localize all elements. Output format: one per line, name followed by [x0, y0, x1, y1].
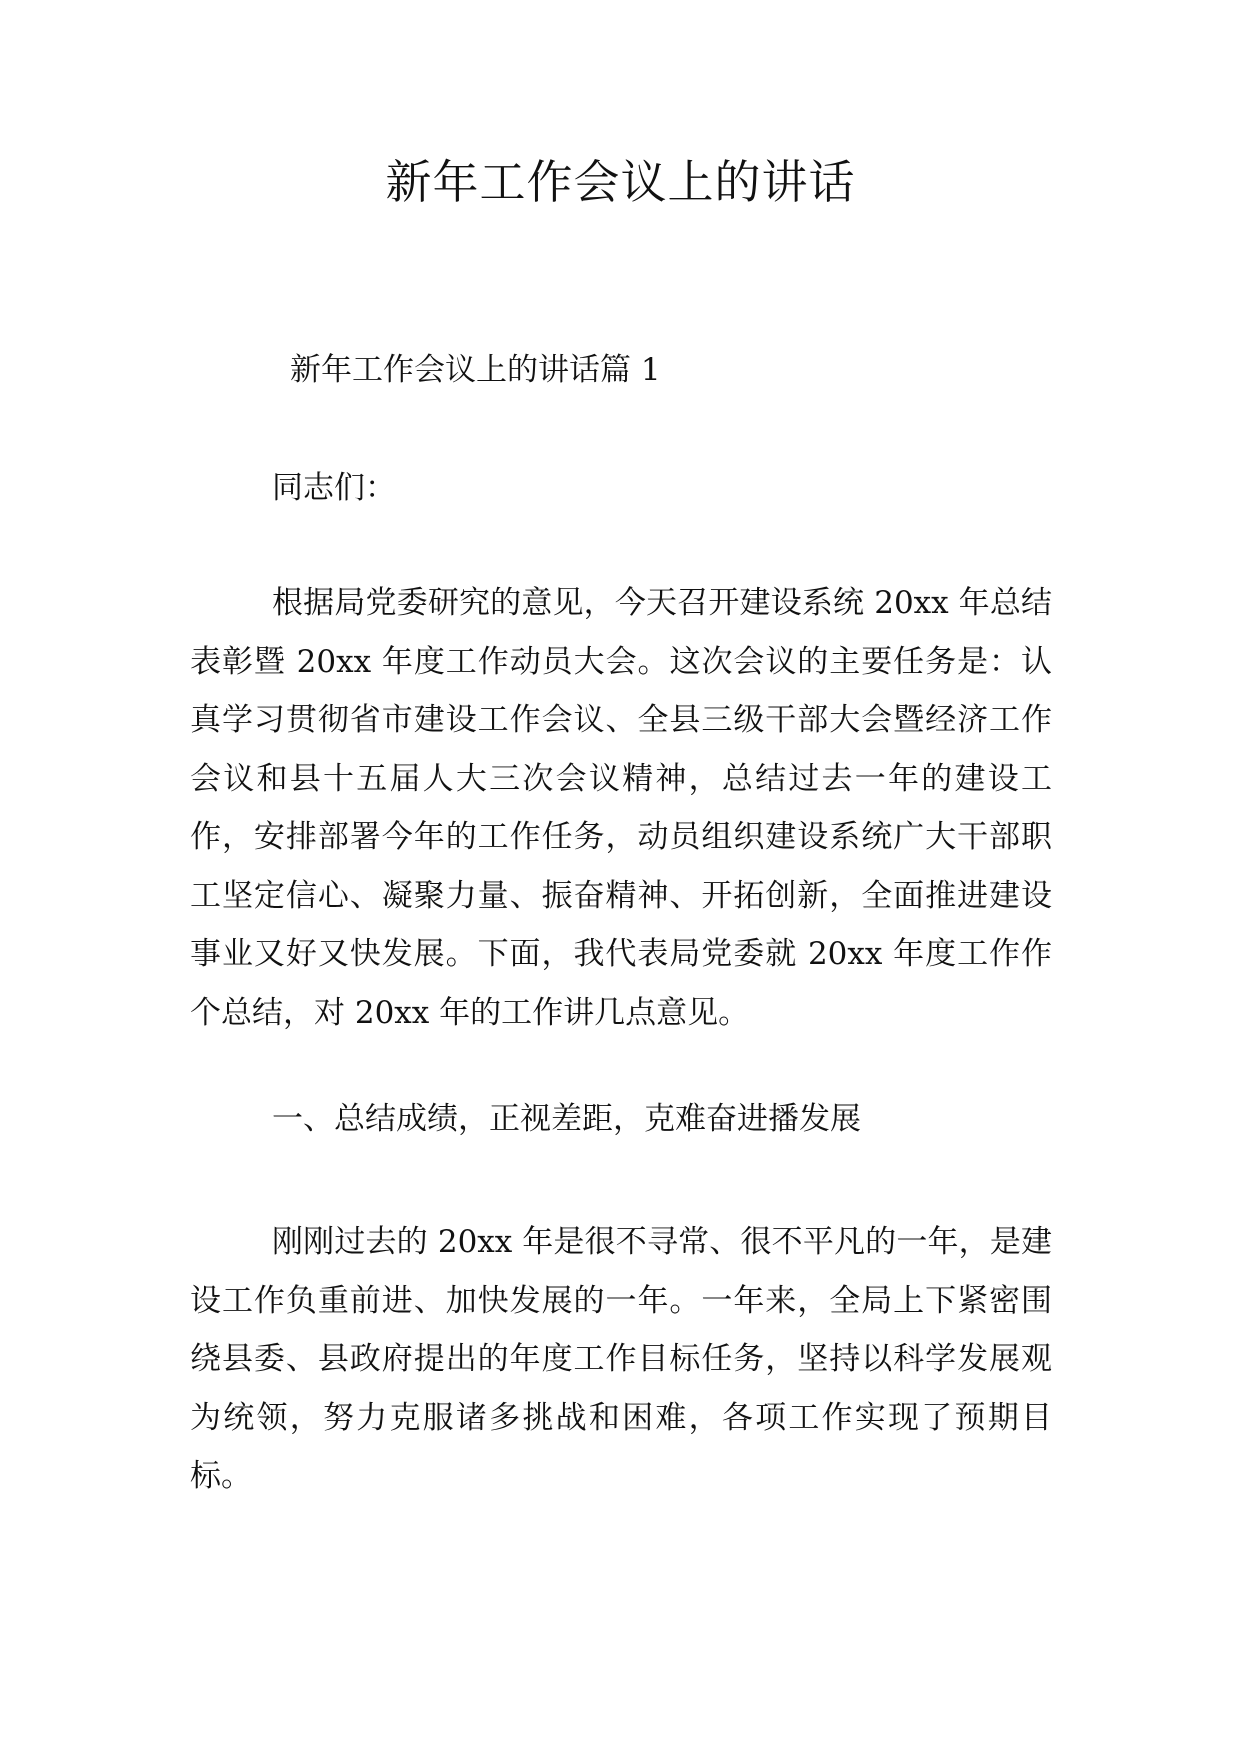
document-subtitle: 新年工作会议上的讲话篇 1 [290, 352, 661, 388]
greeting: 同志们： [272, 470, 396, 506]
paragraph-summary: 刚刚过去的 20xx 年是很不寻常、很不平凡的一年，是建设工作负重前进、加快发展的一年。一年来，全局上下紧密围绕县委、县政府提出的年度工作目标任务，坚持以科学发展观为统领，努力克服诸多挑战和困难，各项工作实现了预期目标。 [190, 1224, 1052, 1494]
section-heading: 一、总结成绩，正视差距，克难奋进播发展 [272, 1101, 861, 1137]
paragraph-intro: 根据局党委研究的意见，今天召开建设系统 20xx 年总结表彰暨 20xx 年度工作动员大会。这次会议的主要任务是：认真学习贯彻省市建设工作会议、全县三级干部大会暨经济工作会议和县十五届人大三次会议精神，总结过去一年的建设工作，安排部署今年的工作任务，动员组织建设系统广大干部职工坚定信心、凝聚力量、振奋精神、开拓创新，全面推进建设事业又好又快发展。下面，我代表局党委就 20xx 年度工作作个总结，对 20xx 年的工作讲几点意见。 [190, 585, 1052, 1031]
document-title: 新年工作会议上的讲话 [385, 155, 856, 209]
